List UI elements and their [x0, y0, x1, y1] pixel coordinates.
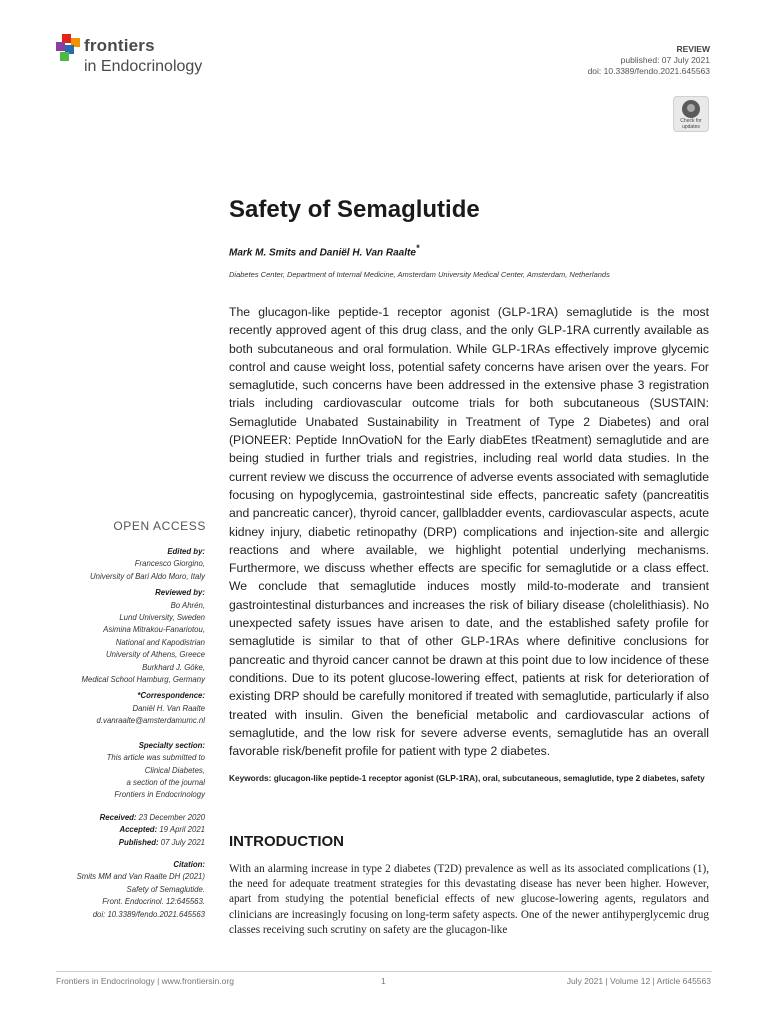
reviewer-name[interactable]: Burkhard J. Göke, — [142, 662, 205, 672]
edited-by-label: Edited by: — [167, 547, 205, 556]
specialty-line: Clinical Diabetes, — [144, 765, 205, 775]
specialty-line: This article was submitted to — [106, 753, 205, 763]
specialty-line: Frontiers in Endocrinology — [114, 790, 205, 800]
published-label: Published: — [118, 837, 159, 847]
footer-divider — [56, 971, 712, 972]
open-access-label: OPEN ACCESS — [113, 519, 206, 533]
reviewer-name[interactable]: Asimina Mitrakou-Fanariotou, — [103, 625, 205, 635]
correspondence-block — [40, 690, 205, 727]
specialty-line: a section of the journal — [126, 777, 205, 787]
introduction-paragraph: With an alarming increase in type 2 diabetes (T2D) prevalence as well as its associated complications (1), the need for adequate treatment strategies for this devastating disease has never been higher. However, apart from studying the potential beneficial effects of new glucose-lowering agents, regulators and clinicians are increasingly focusing on long-term safety aspects. One of the newer antihyperglycemic drug classes receiving such scrutiny on safety are the glucagon-like — [229, 863, 709, 936]
section-heading-introduction: INTRODUCTION — [229, 833, 344, 850]
check-for-updates-button[interactable] — [673, 96, 709, 132]
article-authors — [229, 243, 419, 258]
article-title: Safety of Semaglutide — [229, 196, 480, 223]
reviewer-affiliation: Lund University, Sweden — [119, 613, 205, 623]
accepted-label: Accepted: — [119, 825, 158, 835]
reviewer-affiliation: University of Athens, Greece — [106, 650, 205, 660]
received-date: 23 December 2020 — [136, 812, 205, 822]
check-updates-icon — [682, 100, 700, 118]
reviewed-by-block — [40, 587, 205, 686]
edited-by-block — [40, 546, 205, 583]
footer-issue-info: July 2021 | Volume 12 | Article 645563 — [566, 976, 711, 986]
doi-link[interactable]: doi: 10.3389/fendo.2021.645563 — [587, 66, 710, 76]
specialty-block — [40, 740, 205, 802]
check-updates-label-2: updates — [682, 123, 700, 130]
affiliation: Diabetes Center, Department of Internal Medicine, Amsterdam University Medical Center, Amsterdam, Netherlands — [229, 270, 610, 279]
page-number: 1 — [381, 976, 386, 986]
published-date: published: 07 July 2021 — [620, 55, 710, 65]
check-updates-label-1: Check for — [680, 118, 702, 124]
editor-affiliation: University of Bari Aldo Moro, Italy — [90, 571, 205, 581]
reviewed-by-label: Reviewed by: — [155, 588, 205, 598]
reviewer-affiliation: National and Kapodistrian — [115, 637, 205, 647]
published-date-sidebar: 07 July 2021 — [158, 837, 205, 847]
frontiers-logo-icon — [56, 34, 82, 62]
correspondence-name: Daniël H. Van Raalte — [132, 703, 205, 713]
citation-line: Safety of Semaglutide. — [126, 884, 205, 894]
dates-block — [40, 812, 205, 849]
accepted-date: 19 April 2021 — [157, 825, 205, 835]
citation-line: Front. Endocrinol. 12:645563. — [102, 897, 205, 907]
editor-name[interactable]: Francesco Giorgino, — [134, 559, 205, 569]
sidebar-info — [40, 546, 205, 925]
article-type: REVIEW — [676, 44, 710, 54]
reviewer-affiliation: Medical School Hamburg, Germany — [81, 675, 205, 685]
journal-name: in Endocrinology — [84, 58, 203, 75]
correspondence-email[interactable]: d.vanraalte@amsterdamumc.nl — [96, 716, 205, 726]
correspondence-label: *Correspondence: — [137, 691, 205, 701]
abstract: The glucagon-like peptide-1 receptor agonist (GLP-1RA) semaglutide is the most recently approved agent of this drug class, and the only GLP-1RA currently available as both subcutaneous and oral formulation. While GLP-1RAs effectively improve glycemic control and cause weight loss, potential safety concerns have arisen over the years. For semaglutide, such concerns have been addressed in the extensive phase 3 registration trials including cardiovascular outcome trials for both subcutaneous (SUSTAIN: Semaglutide Unabated Sustainability in Treatment of Type 2 Diabetes) and oral (PIONEER: Peptide InnOvatioN for the Early diabEtes tReatment) semaglutide and are being studied in further trials and registries, including real world data studies. In the current review we discuss the occurrence of adverse events associated with semaglutide focusing on hypoglycemia, gastrointestinal side effects, pancreatic safety (pancreatitis and pancreatic cancer), thyroid cancer, gallbladder events, cardiovascular aspects, acute kidney injury, diabetic retinopathy (DRP) complications and injection-site and allergic reactions and where available, we highlight potential underlying mechanisms. Furthermore, we discuss whether effects are specific for semaglutide or a class effect. We conclude that semaglutide induces mostly mild-to-moderate and transient gastrointestinal disturbances and increases the risk of biliary disease (cholelithiasis). No unexpected safety issues have arisen to date, and the established safety profile for semaglutide is similar to that of other GLP-1RAs where definitive conclusions for pancreatic and thyroid cancer cannot be drawn at this point due to low incidence of these conditions. Due to its potent glucose-lowering effect, patients at risk for deterioration of existing DRP should be carefully monitored if treated with semaglutide, particularly if also treated with insulin. Given the beneficial metabolic and cardiovascular actions of semaglutide, and the low risk for severe adverse events, semaglutide has an overall favorable risk/benefit profile for patient with type 2 diabetes. — [229, 305, 709, 759]
corresponding-mark: * — [415, 243, 420, 253]
footer-journal-link[interactable]: Frontiers in Endocrinology | www.frontiersin.org — [56, 976, 234, 986]
specialty-label: Specialty section: — [138, 740, 205, 750]
citation-label: Citation: — [173, 859, 205, 869]
keywords: Keywords: glucagon-like peptide-1 receptor agonist (GLP-1RA), oral, subcutaneous, semaglutide, type 2 diabetes, safety — [229, 773, 705, 783]
citation-doi[interactable]: doi: 10.3389/fendo.2021.645563 — [92, 909, 205, 919]
journal-brand: frontiers — [84, 36, 155, 55]
reviewer-name[interactable]: Bo Ahrén, — [170, 600, 205, 610]
citation-line: Smits MM and Van Raalte DH (2021) — [76, 872, 205, 882]
received-label: Received: — [99, 812, 137, 822]
authors-names[interactable]: Mark M. Smits and Daniël H. Van Raalte — [229, 247, 416, 259]
citation-block — [40, 859, 205, 921]
